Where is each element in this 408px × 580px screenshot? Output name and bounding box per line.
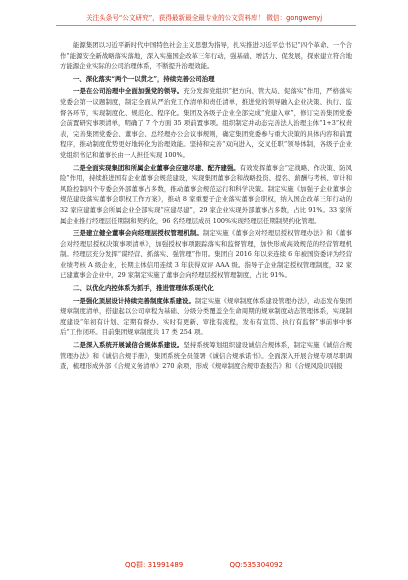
section-heading: 一、深化落实“两个一以贯之”，持续完善公司治理: [73, 74, 215, 83]
paragraph-lead: 二是深入系统开展诚信合规体系建设。: [73, 341, 184, 350]
footer: [0, 560, 408, 570]
body-paragraph: [60, 163, 352, 227]
body-paragraph: [60, 228, 352, 281]
footer-qq-group: QQ群: 31991489: [125, 561, 184, 569]
footer-qq-number: QQ:535304092: [229, 561, 283, 569]
header-divider: [56, 25, 356, 26]
header-banner: 关注头条号“公文研究”，获得最新最全最专业的公文资料库！ 微信：gongwenyj: [85, 14, 323, 22]
paragraph-lead: 一是强化顶层设计持续完善制度体系建设。: [73, 296, 195, 305]
body-paragraph: [60, 86, 352, 160]
paragraph-text: 充分发挥党组织“把方向、管大局、促落实”作用，严格落实党委会第一议题制度，制定全面从严治党工作清单和责任清单，推进党的领导融入企业决策、执行、监督各环节，实现制度化、规范化、程序化。集团及各级子企业全部完成“党建入章”，修订完善集团党委会前置研究事项清单，明确了 7 个方面 35 项前置事项。组织制定并动态完善法人治理主体“1+3”权责表，完善集团党委会、董事会、总经理办公会议事规则，确定集团党委参与重大决策的具体内容和前置程序，推动制度优势更好地转化为治理效能。坚持和完善“双向进入，交叉任职”领导体制，各级子企业党组织书记和董事长由一人担任实现 100%。: [60, 87, 352, 159]
paragraph-lead: 三是建立健全董事会向经理层授权管理机制。: [73, 229, 203, 238]
paragraph-text: 制定实施《董事会对经理层授权管理办法》和《董事会对经理层授权决策事项清单》，加强授权事项跟踪落实和监督管理，加快形成高效规范的经营管理机制。经理层充分发挥“谋经营、抓落实、强管理”作用。集团自 2016 年以来连续 6 年被国资委评为经营业绩考核 A 级企业，长期主体信用连续 3 年获得双评 AAA 级。指导子企业制定授权管理制度，32 家已建董事会企业中，29 家制定实施了董事会向经理层授权管理制度，占比 91%。: [60, 229, 353, 280]
paragraph-text: 有效发挥董事会“定战略、作决策、防风险”作用，持续推进国有企业董事会规范建设，实现集团董事会和战略投资、提名、薪酬与考核、审计和风险控制四个专委会外部董事占多数，推动董事会规范运行和科学决策。制定实施《加强子企业董事会规范建设落实董事会职权工作方案》，推动 8 家重要子企业落实董事会职权，纳入国企改革三年行动的 32 家应建董事会所属企业全部实现“应建尽建”，29 家企业实现外部董事占多数，占比 91%。33 家所属企业推行经理层任期制和契约化，96 名经理层成员 100%实现经理层任期制契约化管理。: [60, 163, 352, 225]
body-paragraph: [60, 296, 352, 338]
body-paragraph: 能源集团以习近平新时代中国特色社会主义思想为指导，扎实推进习近平总书记“四个革命、一个合作”能源安全新战略落实落地，深入实施国企改革三年行动，强基础、增活力、促发展，探索建立符合地方能源企业实际的公司治理体系，不断提升治理效能。: [60, 41, 352, 71]
paragraph-text: 坚持系统筹划组织建设诚信合规体系，制定实施《诚信合规管理办法》和《诚信合规手册》，集团系统全员签署《诚信合规承诺书》。全面深入开展合规专项尽职调查，梳理形成外部《合规义务清单》270 余项，形成《规章制度合规审查报告》和《合规风险识别报: [60, 341, 353, 371]
paragraph-lead: 二是全面实现集团和所属企业董事会应建尽建、配齐建强。: [73, 163, 240, 172]
paragraph-text: 制定实施《规章制度体系建设管理办法》，动态发布集团规章制度清单，搭建起以公司章程为基础、分级分类覆盖全生命周期的规章制度动态管理体系，实现制度建设“年初有计划、定期有督办、实时有更新、审批有流程，发布有宣贯、执行有监督”事前事中事后“工作闭环。目前集团规章制度共 17 类 254 项。: [60, 296, 352, 337]
document-body: [60, 40, 352, 372]
paragraph-lead: 一是在公司治理中全面加强党的领导。: [73, 87, 184, 96]
body-paragraph: [60, 340, 352, 372]
section-heading: 二、以优化内控体系为抓手，推进管理体系现代化: [73, 284, 214, 293]
